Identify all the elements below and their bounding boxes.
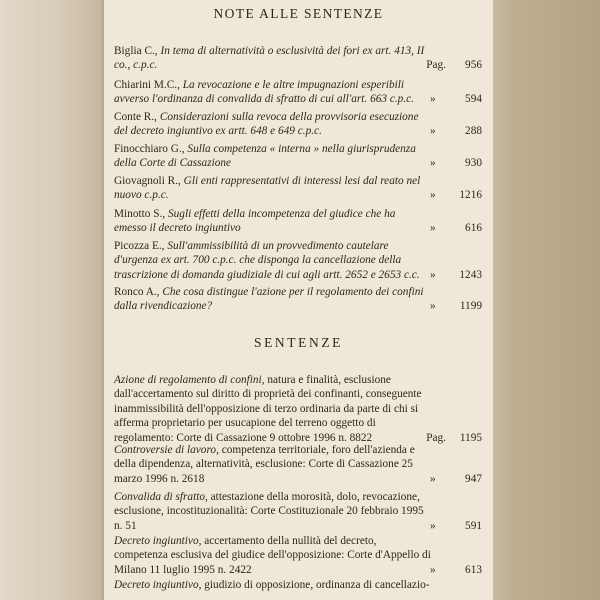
note-author: Giovagnoli R., — [114, 175, 181, 187]
ditto-mark: » — [430, 268, 436, 281]
sentenza-text: competenza territoriale, foro dell'azienda e della dipendenza, alternatività, esclusione: Corte di Cassazione 25 marzo 1996 n. 2618 — [114, 444, 415, 485]
left-page-edge — [0, 0, 104, 600]
note-author: Ronco A., — [114, 286, 160, 298]
sentenza-subject: Azione di regolamento di confini, — [114, 374, 265, 386]
note-entry — [114, 142, 482, 171]
index-page — [104, 0, 493, 600]
note-title: Considerazioni sulla revoca della provvisoria esecuzione del decreto ingiuntivo — [114, 111, 419, 138]
sentenza-text: giudizio di opposizione, ordinanza di cancellazio- — [201, 579, 430, 591]
sentenza-text: natura e finalità, esclusione dall'accertamento sul diritto di proprietà dei confinanti, conseguente inammissibilità dell'opposizione di terzo ordinaria da parte di chi si afferma proprietario per usucapione del terreno oggetto di regolamento: Corte di Cassazione 9 ottobre 1996 n. 8822 — [114, 374, 422, 444]
note-title: La revocazione e le altre impugnazioni esperibili avverso l'ordinanza di convalida di sfratto di cui all'art. 663 c.p.c. — [114, 79, 414, 106]
sentenza-page-number: 613 — [465, 563, 482, 576]
sentenza-entry — [114, 490, 482, 533]
pag-label: Pag. — [426, 59, 446, 72]
sentenza-entry — [114, 578, 482, 592]
note-title: Sulla competenza « interna » nella giurisprudenza della Corte di Cassazione — [114, 143, 416, 170]
sentenza-text: accertamento della nullità del decreto, competenza esclusiva del giudice dell'opposizione: Corte d'Appello di Milano 11 luglio 1995 n. 2422 — [114, 535, 431, 576]
pag-label: Pag. — [426, 431, 446, 444]
ditto-mark: » — [430, 93, 436, 106]
note-title: Sull'ammissibilità di un provvedimento cautelare d'urgenza — [114, 240, 389, 267]
note-page-number: 930 — [465, 157, 482, 170]
note-author: Chiarini M.C., — [114, 79, 180, 91]
note-entry — [114, 44, 482, 73]
note-entry — [114, 239, 482, 282]
note-title-suffix: ex art. 700 c.p.c. che disponga la cancellazione della trascrizione di domanda giudiziale di cui agli artt. 2652 e 2653 c.c. — [114, 254, 420, 281]
note-page-number: 1243 — [459, 268, 482, 281]
note-entry — [114, 207, 482, 236]
ditto-mark: » — [430, 519, 436, 532]
note-author: Conte R., — [114, 111, 157, 123]
notes-section-title: NOTE ALLE SENTENZE — [213, 6, 384, 21]
note-entry — [114, 110, 482, 139]
note-page-number: 1199 — [459, 300, 482, 313]
note-entry — [114, 174, 482, 203]
note-page-number: 594 — [465, 93, 482, 106]
sentenza-subject: Decreto ingiuntivo, — [114, 535, 202, 547]
note-title: Che cosa distingue l'azione per il regolamento dei confini dalla rivendicazione? — [114, 286, 424, 313]
note-entry — [114, 78, 482, 107]
ditto-mark: » — [430, 189, 436, 202]
sentenza-page-number: 1195 — [459, 431, 482, 444]
note-title: Gli enti rappresentativi di interessi lesi dal reato nel nuovo c.p.c. — [114, 175, 421, 202]
sentenza-entry — [114, 443, 482, 486]
note-author: Finocchiaro G., — [114, 143, 185, 155]
sentenza-subject: Convalida di sfratto, — [114, 491, 208, 503]
note-page-number: 288 — [465, 125, 482, 138]
sentenza-page-number: 947 — [465, 472, 482, 485]
note-entry — [114, 285, 482, 314]
note-author: Minotto S., — [114, 208, 166, 220]
ditto-mark: » — [430, 125, 436, 138]
sentenza-entry — [114, 534, 482, 577]
sentenza-page-number: 591 — [465, 519, 482, 532]
note-title-suffix: ex artt. 648 e 649 c.p.c. — [212, 125, 322, 138]
note-page-number: 1216 — [459, 189, 482, 202]
sentenza-entry — [114, 373, 482, 445]
sentenza-text: attestazione della morosità, dolo, revocazione, esclusione, incostituzionalità: Corte Costituzionale 20 febbraio 1995 n. 51 — [114, 491, 424, 532]
ditto-mark: » — [430, 222, 436, 235]
sentenza-subject: Controversie di lavoro, — [114, 444, 219, 456]
note-page-number: 956 — [465, 59, 482, 72]
right-page-edge — [493, 0, 600, 600]
sentenza-subject: Decreto ingiuntivo, — [114, 579, 202, 591]
note-author: Picozza E., — [114, 240, 165, 252]
ditto-mark: » — [430, 157, 436, 170]
note-title: In tema di alternatività o esclusività dei fori ex art. 413, II co., c.p.c. — [114, 45, 425, 72]
note-page-number: 616 — [465, 222, 482, 235]
ditto-mark: » — [430, 472, 436, 485]
note-author: Biglia C., — [114, 45, 158, 57]
ditto-mark: » — [430, 300, 436, 313]
note-title: Sugli effetti della incompetenza del giudice che ha emesso il decreto ingiuntivo — [114, 208, 396, 235]
sentenze-section-title: SENTENZE — [253, 335, 344, 350]
ditto-mark: » — [430, 563, 436, 576]
